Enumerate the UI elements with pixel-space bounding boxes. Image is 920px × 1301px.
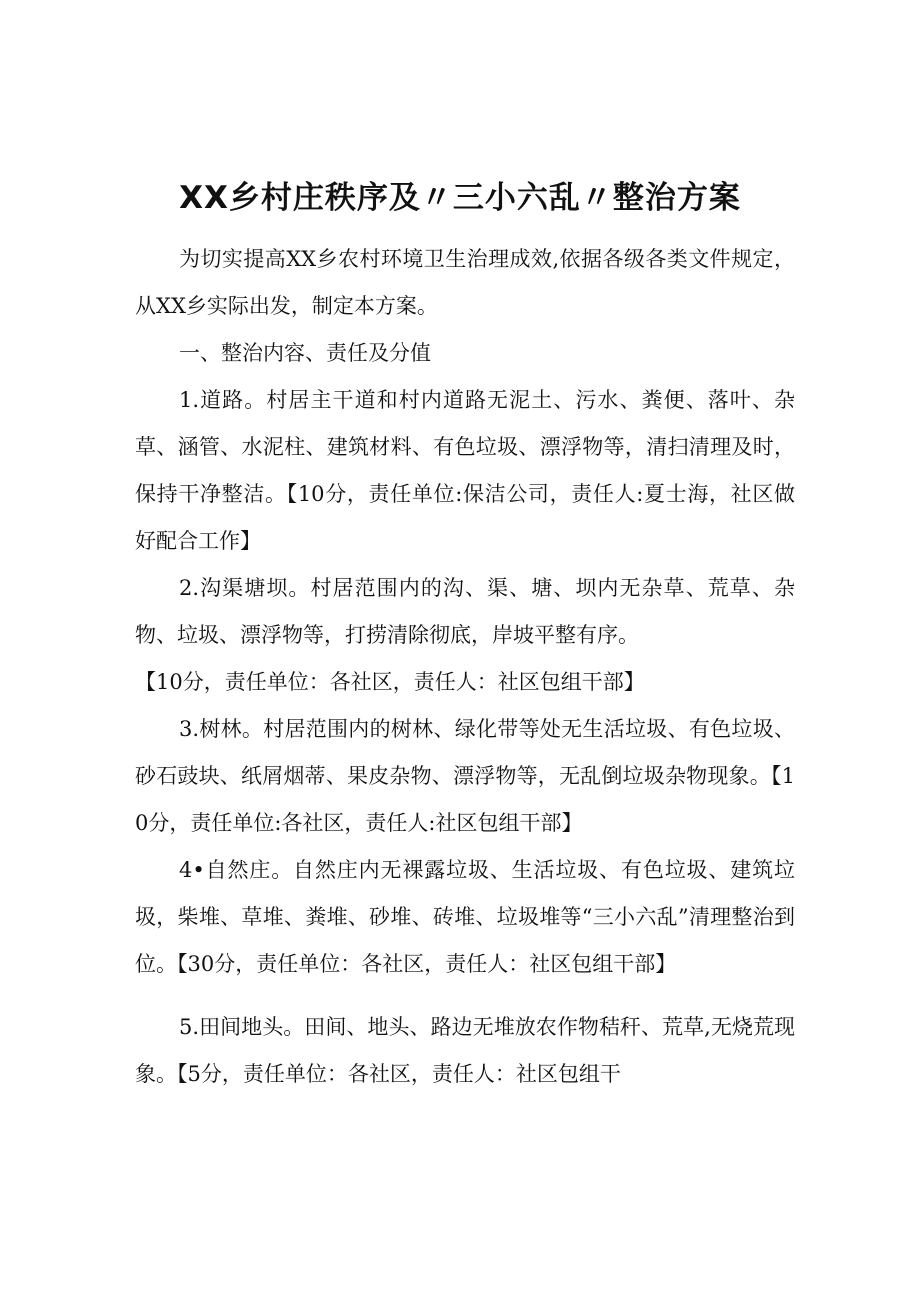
document-title: XX乡村庄秩序及〃三小六乱〃整治方案 <box>179 180 741 216</box>
paragraph-item-4: 4•自然庄。自然庄内无裸露垃圾、生活垃圾、有色垃圾、建筑垃圾，柴堆、草堆、粪堆、砂堆、砖堆、垃圾堆等“三小六乱”清理整治到位。【30分，责任单位：各社区，责任人：社区包组干部】 <box>135 858 795 976</box>
paragraph-item-2-score: 【10分，责任单位：各社区，责任人：社区包组干部】 <box>135 670 645 694</box>
paragraph-item-5: 5.田间地头。田间、地头、路边无堆放农作物秸秆、荒草,无烧荒现象。【5分，责任单位：各社区，责任人：社区包组干 <box>135 1015 795 1086</box>
paragraph-item-3: 3.树林。村居范围内的树林、绿化带等处无生活垃圾、有色垃圾、砂石豉块、纸屑烟蒂、果皮杂物、漂浮物等，无乱倒垃圾杂物现象。【10分，责任单位:各社区，责任人:社区包组干部】 <box>135 717 795 835</box>
document-body <box>135 236 795 1098</box>
paragraph-intro: 为切实提高XX乡农村环境卫生治理成效,依据各级各类文件规定，从XX乡实际出发，制定本方案。 <box>135 247 795 318</box>
section-heading: 一、整治内容、责任及分值 <box>179 341 431 365</box>
paragraph-item-1: 1.道路。村居主干道和村内道路无泥土、污水、粪便、落叶、杂草、涵管、水泥柱、建筑材料、有色垃圾、漂浮物等，清扫清理及时，保持干净整洁。【10分，责任单位:保洁公司，责任人:夏士海，社区做好配合工作】 <box>135 388 795 553</box>
paragraph-item-2: 2.沟渠塘坝。村居范围内的沟、渠、塘、坝内无杂草、荒草、杂物、垃圾、漂浮物等，打捞清除彻底，岸坡平整有序。 <box>135 576 795 647</box>
